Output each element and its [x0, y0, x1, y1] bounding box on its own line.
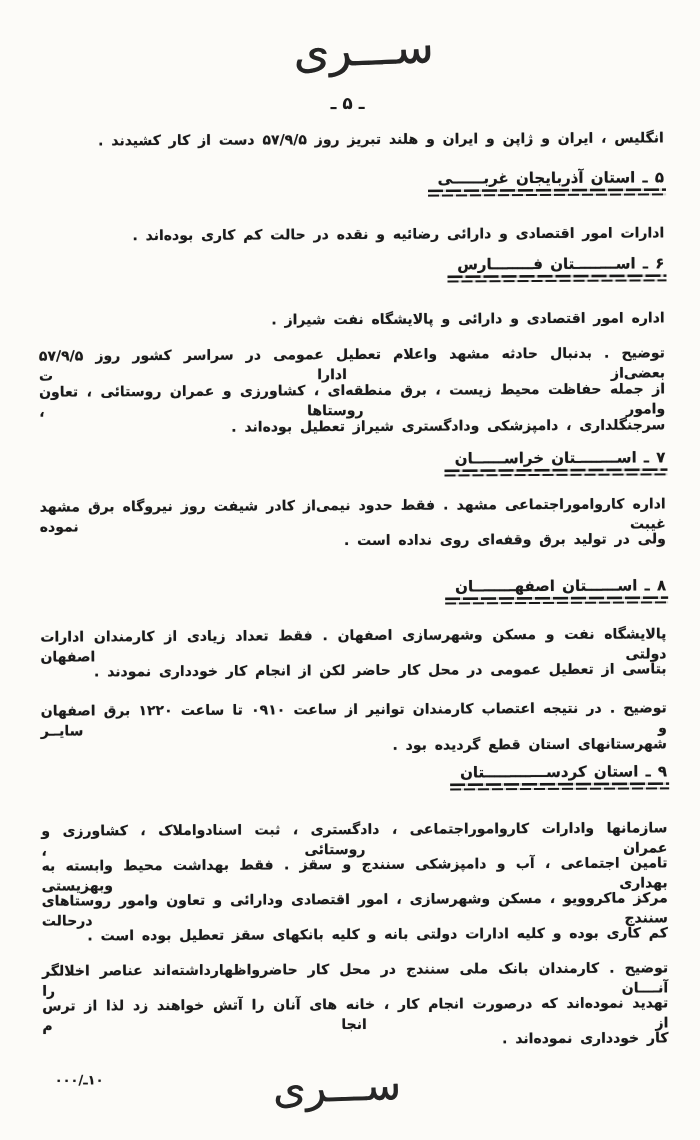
secret-stamp-bottom: ســـری [271, 1060, 402, 1114]
body-line: توضیح . کارمندان بانک ملی سنندج در محل کار حاضرواظهارداشته‌اند عناصر اخلالگر آنــــان را [42, 960, 669, 1000]
body-line: از جمله حفاظت محیط زیست ، برق منطقه‌ای ، کشاورزی و عمران روستائی ، تعاون وامور روستاها ، [39, 381, 666, 421]
body-line: سازمانها وادارات کارواموراجتماعی ، دادگستری ، ثبت اسنادواملاک ، کشاورزی و عمران روستائی ، [41, 820, 668, 860]
doc-ref-number: ۰۰۰/ـ۱۰ [54, 1073, 104, 1089]
body-line: توضیح . در نتیجه اعتصاب کارمندان توانیر از ساعت ۰۹۱۰ تا ساعت ۱۲۲۰ برق اصفهان و سایــر [40, 700, 667, 740]
body-line: ولی در تولید برق وقفه‌ای روی نداده است . [343, 531, 666, 550]
section-6-heading [457, 254, 664, 282]
section-5-heading [438, 168, 665, 196]
body-line: سرجنگلداری ، دامپزشکی ودادگستری شیراز تعطیل بوده‌اند . [231, 417, 666, 436]
body-line: اداره امور اقتصادی و دارائی و پالایشگاه نفت شیراز . [271, 310, 665, 329]
section-7-heading-text: ۷ ـ اســــــــتان خراســــــان [455, 448, 666, 476]
page-number: ـ ۵ ـ [330, 93, 365, 115]
section-9-heading-text: ۹ ـ استان کردســــــــــــتان [460, 762, 667, 790]
body-line: ادارات امور اقتصادی و دارائی رضائیه و نقده در حالت کم کاری بوده‌اند . [132, 225, 665, 245]
body-line: مرکز ماکروویو ، مسکن وشهرسازی ، امور اقتصادی ودارائی و تعاون وامور روستاهای سنندج درحالت [41, 890, 668, 930]
section-9-heading [460, 762, 667, 790]
body-line: کار خودداری نموده‌اند . [502, 1030, 669, 1048]
body-line: بتاسی از تعطیل عمومی در محل کار حاضر لکن از انجام کار خودداری نمودند . [93, 661, 667, 681]
body-line: پالایشگاه نفت و مسکن وشهرسازی اصفهان . فقط تعداد زیادی از کارمندان ادارات دولتی اصفهان [40, 626, 667, 666]
body-line: تهدید نموده‌اند که درصورت انجام کار ، خانه های آنان را آتش خواهند زد لذا از ترس از انجا م [42, 995, 669, 1035]
section-8-heading-text: ۸ ـ اســــــتان اصفهــــــــان [455, 576, 666, 604]
body-line: کم کاری بوده و کلیه ادارات دولتی بانه و کلیه بانکهای سقز تعطیل بوده است . [87, 925, 668, 945]
section-7-heading [455, 448, 666, 476]
body-line: تامین اجتماعی ، آب و دامپزشکی سنندج و سقز . فقط بهداشت محیط وابسته به بهداری وبهزیستی [41, 855, 668, 895]
body-line: توضیح . بدنبال حادثه مشهد واعلام تعطیل عمومی در سراسر کشور روز ۵۷/۹/۵ بعضی‌از ادارا ت [38, 345, 666, 385]
section-8-heading [455, 576, 666, 604]
secret-stamp-top: ســـری [292, 19, 435, 79]
body-line: شهرستانهای استان قطع گردیده بود . [392, 736, 667, 754]
section-6-heading-text: ۶ ـ اســــــــتان فــــــــارس [457, 254, 664, 282]
intro-paragraph-line: انگلیس ، ایران و ژاپن و ایران و هلند تبریز روز ۵۷/۹/۵ دست از کار کشیدند . [98, 130, 664, 150]
section-5-heading-text: ۵ ـ استان آذربایجان غربــــــی [438, 168, 665, 196]
body-line: اداره کارواموراجتماعی مشهد . فقط حدود نیمی‌از کادر شیفت روز نیروگاه برق مشهد غیبت نموده [39, 496, 666, 536]
